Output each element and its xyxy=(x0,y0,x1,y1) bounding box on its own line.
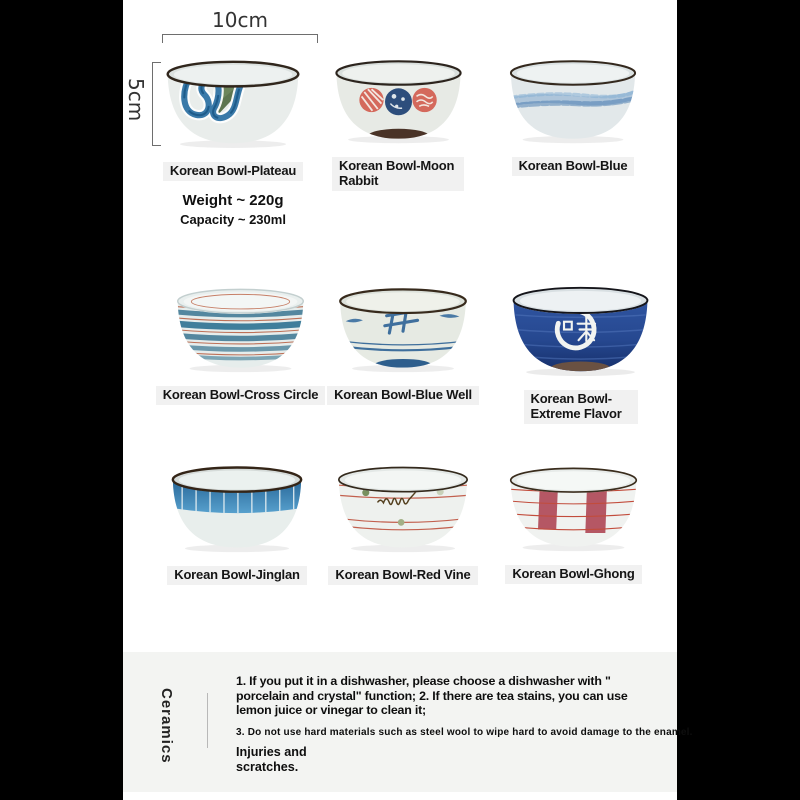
product-label-red-vine: Korean Bowl-Red Vine xyxy=(328,566,477,585)
product-label-jinglan: Korean Bowl-Jinglan xyxy=(167,566,307,585)
divider-line xyxy=(207,693,208,748)
care-instructions xyxy=(236,674,693,775)
product-cell-blue xyxy=(493,55,653,176)
product-label-moon-rabbit: Korean Bowl-Moon Rabbit xyxy=(332,157,464,191)
product-label-blue-well: Korean Bowl-Blue Well xyxy=(327,386,479,405)
bowl-photo-cross-circle xyxy=(165,283,316,374)
capacity-text: Capacity ~ 230ml xyxy=(180,212,286,227)
product-label-plateau: Korean Bowl-Plateau xyxy=(163,162,303,181)
bowl-photo-blue xyxy=(503,55,643,145)
height-dimension-label: 5cm xyxy=(124,78,148,122)
weight-text: Weight ~ 220g xyxy=(182,192,284,209)
product-label-blue: Korean Bowl-Blue xyxy=(512,157,635,176)
product-label-extreme-flavor: Korean Bowl-Extreme Flavor xyxy=(524,390,638,424)
product-cell-plateau xyxy=(148,55,318,181)
care-instructions-dishwasher: 1. If you put it in a dishwasher, please choose a dishwasher with " porcelain and crystal" function; 2. If there are tea stains, you can use lemon juice or vinegar to clean it; xyxy=(236,674,628,717)
product-specs xyxy=(148,192,318,227)
product-cell-extreme-flavor xyxy=(498,281,663,424)
product-cell-cross-circle xyxy=(153,283,328,405)
bowl-photo-jinglan xyxy=(164,461,310,554)
product-cell-blue-well xyxy=(318,283,488,405)
bowl-photo-blue-well xyxy=(330,283,476,374)
category-title: Ceramics xyxy=(158,688,175,764)
care-instructions-steel-wool: 3. Do not use hard materials such as steel wool to wipe hard to avoid damage to the enamel. xyxy=(236,726,693,738)
product-cell-ghong xyxy=(491,462,656,584)
width-dimension-line xyxy=(162,34,318,44)
bowl-photo-red-vine xyxy=(330,461,476,554)
bowl-photo-plateau xyxy=(162,55,304,150)
care-panel xyxy=(123,652,693,792)
product-cell-red-vine xyxy=(318,461,488,585)
care-instructions-injuries: Injuries and scratches. xyxy=(236,744,307,774)
bowl-photo-moon-rabbit xyxy=(330,55,467,145)
width-dimension-label: 10cm xyxy=(212,8,268,32)
product-label-ghong: Korean Bowl-Ghong xyxy=(505,565,641,584)
product-cell-jinglan xyxy=(151,461,323,585)
product-cell-moon-rabbit xyxy=(318,55,478,191)
bowl-photo-extreme-flavor xyxy=(507,281,654,378)
bowl-photo-ghong xyxy=(503,462,644,553)
content-area xyxy=(123,0,693,800)
product-label-cross-circle: Korean Bowl-Cross Circle xyxy=(156,386,326,405)
